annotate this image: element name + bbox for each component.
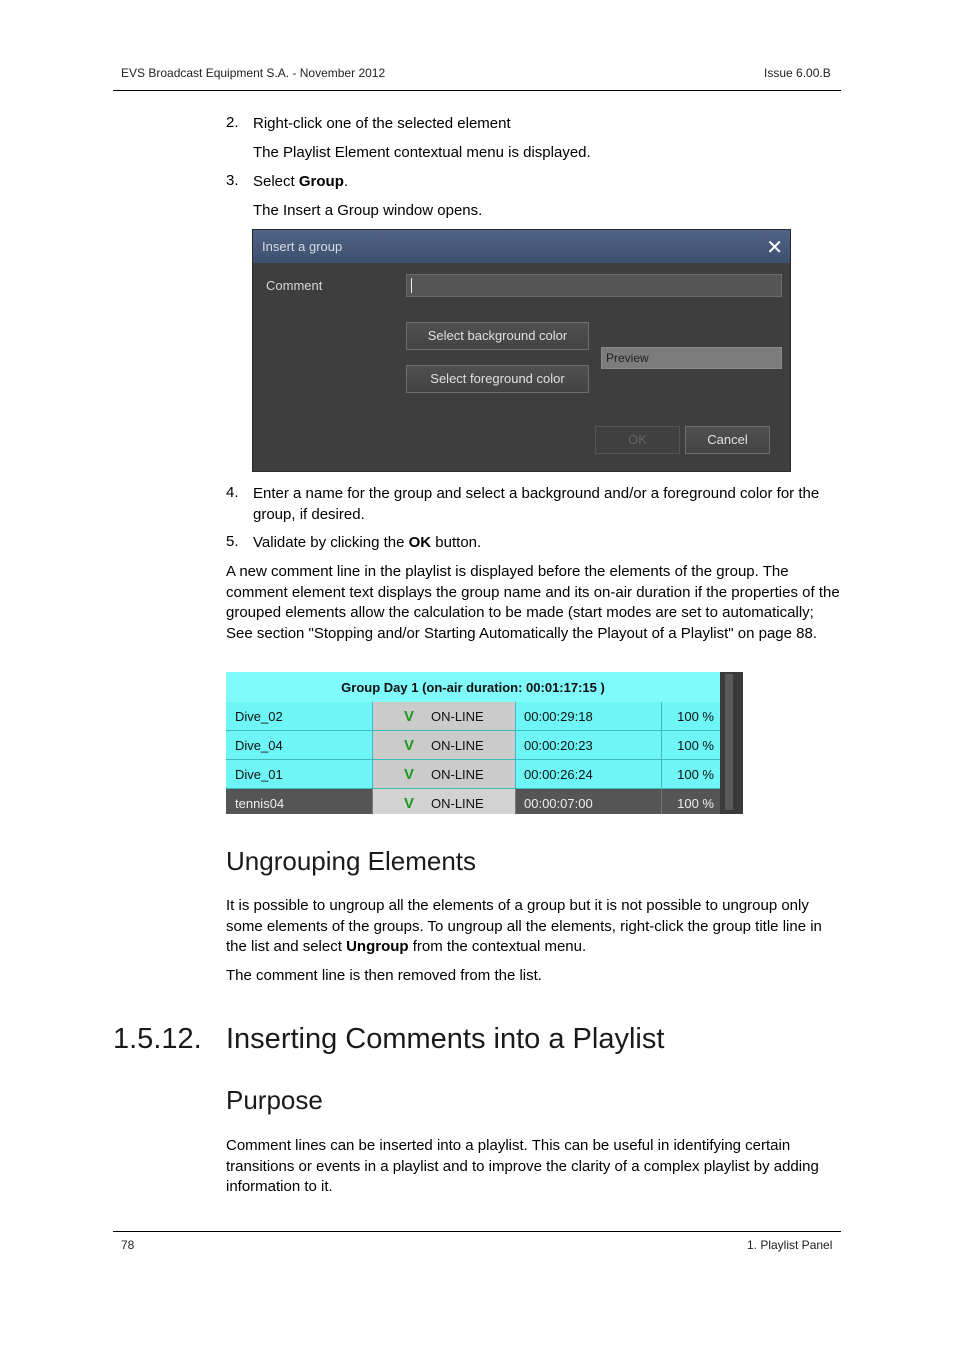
duration-cell: 00:00:20:23 [516,731,662,759]
footer-rule [113,1231,841,1232]
group-paragraph: A new comment line in the playlist is displayed before the elements of the group. The comment element text displays the group name and its on-air duration if the properties of the grouped elements allow the calculation to be made (start modes are set to automatically; See section "Stopping and/or Starting Automatically the Playout of a Playlist" on page 88. [226,563,840,642]
select-background-color-button[interactable]: Select background color [406,322,589,350]
header-left: EVS Broadcast Equipment S.A. - November 2012 [121,66,386,80]
check-icon: V [404,708,415,725]
purpose-paragraph: Comment lines can be inserted into a playlist. This can be useful in identifying certain transitions or events in a playlist and to improve the clarity of a complex playlist by adding information to it. [226,1137,819,1195]
section-title: Inserting Comments into a Playlist [226,1023,665,1055]
step-5-number: 5. [226,533,239,550]
clip-name: tennis04 [226,789,373,814]
cancel-button[interactable]: Cancel [685,426,770,454]
clip-name: Dive_01 [226,760,373,788]
check-icon: V [404,795,415,812]
step-4-text: Enter a name for the group and select a background and/or a foreground color for the group, if desired. [253,485,820,523]
purpose-heading: Purpose [226,1085,323,1115]
text-caret [411,278,412,293]
step-5-bold: OK [408,534,432,551]
insert-group-dialog [252,229,791,472]
page-number: 78 [121,1238,135,1252]
step-5-text: Validate by clicking the OK button. [253,534,482,551]
step-3-number: 3. [226,172,239,189]
section-number: 1.5.12. [113,1023,202,1055]
step-2-result: The Playlist Element contextual menu is displayed. [253,144,591,161]
header-rule [113,90,841,91]
footer-chapter: 1. Playlist Panel [747,1238,833,1252]
clip-name: Dive_02 [226,702,373,730]
ungroup-result: The comment line is then removed from the list. [226,967,542,984]
ungroup-bold: Ungroup [346,938,409,955]
step-3-bold: Group [298,173,344,190]
clip-name: Dive_04 [226,731,373,759]
close-icon[interactable]: ✕ [766,237,783,259]
step-2-number: 2. [226,114,239,131]
ok-button[interactable]: OK [595,426,680,454]
dialog-title: Insert a group [262,239,343,254]
check-icon: V [404,737,415,754]
comment-input[interactable] [406,274,782,297]
table-row[interactable] [226,760,720,789]
percent-cell: 100 % [677,767,714,782]
dialog-title-bar [253,230,790,263]
step-2-text: Right-click one of the selected element [253,115,511,132]
select-foreground-color-button[interactable]: Select foreground color [406,365,589,393]
header-right: Issue 6.00.B [764,66,831,80]
scrollbar-thumb[interactable] [725,674,733,810]
check-icon: V [404,766,415,783]
status-cell: V ON-LINE [373,702,516,730]
percent-cell: 100 % [677,796,714,811]
table-row[interactable] [226,789,720,814]
step-3-result: The Insert a Group window opens. [253,202,483,219]
status-cell: V ON-LINE [373,789,516,814]
duration-cell: 00:00:26:24 [516,760,662,788]
comment-label: Comment [266,278,323,293]
table-row[interactable] [226,702,720,731]
step-4-number: 4. [226,484,239,501]
percent-cell: 100 % [677,709,714,724]
percent-cell: 100 % [677,738,714,753]
group-title-line[interactable]: Group Day 1 (on-air duration: 00:01:17:15 ) [226,672,720,702]
ungroup-heading: Ungrouping Elements [226,846,477,876]
scrollbar[interactable] [720,672,743,814]
duration-cell: 00:00:29:18 [516,702,662,730]
status-cell: V ON-LINE [373,731,516,759]
playlist-group-screenshot [226,672,743,814]
status-cell: V ON-LINE [373,760,516,788]
color-preview: Preview [601,347,782,369]
step-3-text: Select Group. [253,173,349,190]
duration-cell: 00:00:07:00 [516,789,662,814]
ungroup-paragraph: It is possible to ungroup all the elements of a group but it is not possible to ungroup only some elements of the groups. To ungroup all the elements, right-click the group title line in the list and select Ungroup from the contextual menu. [226,897,822,955]
table-row[interactable] [226,731,720,760]
